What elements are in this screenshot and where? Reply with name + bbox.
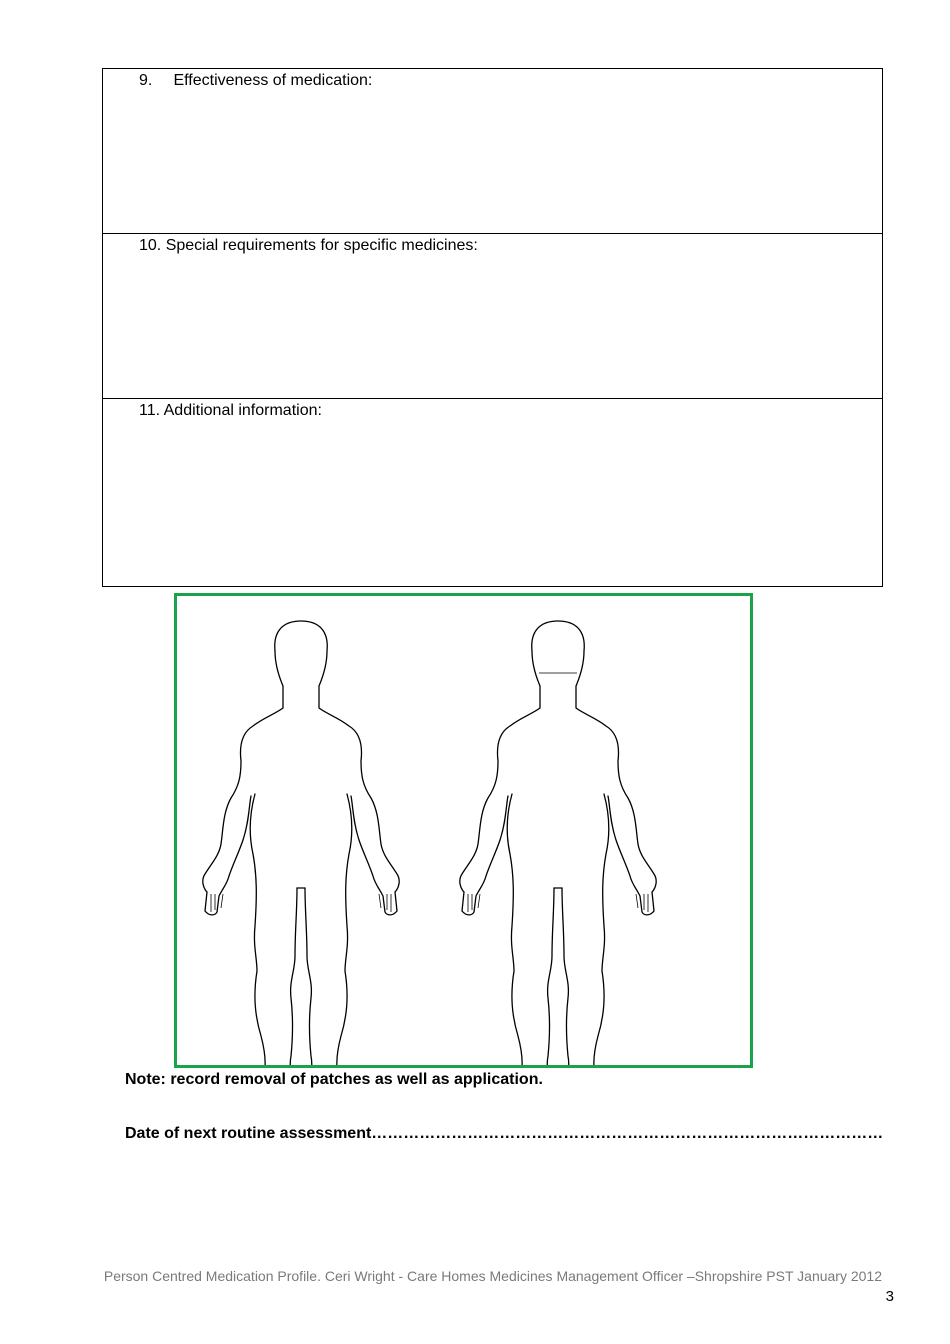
patch-removal-note: Note: record removal of patches as well as application. [125, 1071, 543, 1088]
next-assessment-leader: …………………………………………………………………………………… [371, 1125, 884, 1142]
question-cell-11[interactable] [103, 399, 883, 587]
question-row-9 [103, 69, 883, 234]
question-label: Effectiveness of medication: [173, 72, 373, 89]
page-footer: Person Centred Medication Profile. Ceri Wright - Care Homes Medicines Management Officer –Shropshire PST January 2012 [103, 1268, 882, 1284]
question-number: 11. [139, 402, 161, 419]
question-number: 9. [139, 72, 153, 89]
question-row-10 [103, 234, 883, 399]
body-map[interactable] [174, 593, 753, 1068]
front-body-figure [203, 621, 399, 1065]
question-cell-10[interactable] [103, 234, 883, 399]
question-row-11 [103, 399, 883, 587]
back-body-figure [460, 621, 656, 1065]
page-number: 3 [885, 1288, 894, 1305]
question-label: Additional information: [163, 402, 322, 419]
assessment-table [102, 68, 883, 587]
next-assessment-label: Date of next routine assessment [125, 1125, 372, 1142]
question-label: Special requirements for specific medicines: [165, 237, 478, 254]
question-number: 10. [139, 237, 162, 254]
question-cell-9[interactable] [103, 69, 883, 234]
body-outline-diagram [177, 596, 750, 1065]
next-assessment-line[interactable] [125, 1125, 883, 1143]
